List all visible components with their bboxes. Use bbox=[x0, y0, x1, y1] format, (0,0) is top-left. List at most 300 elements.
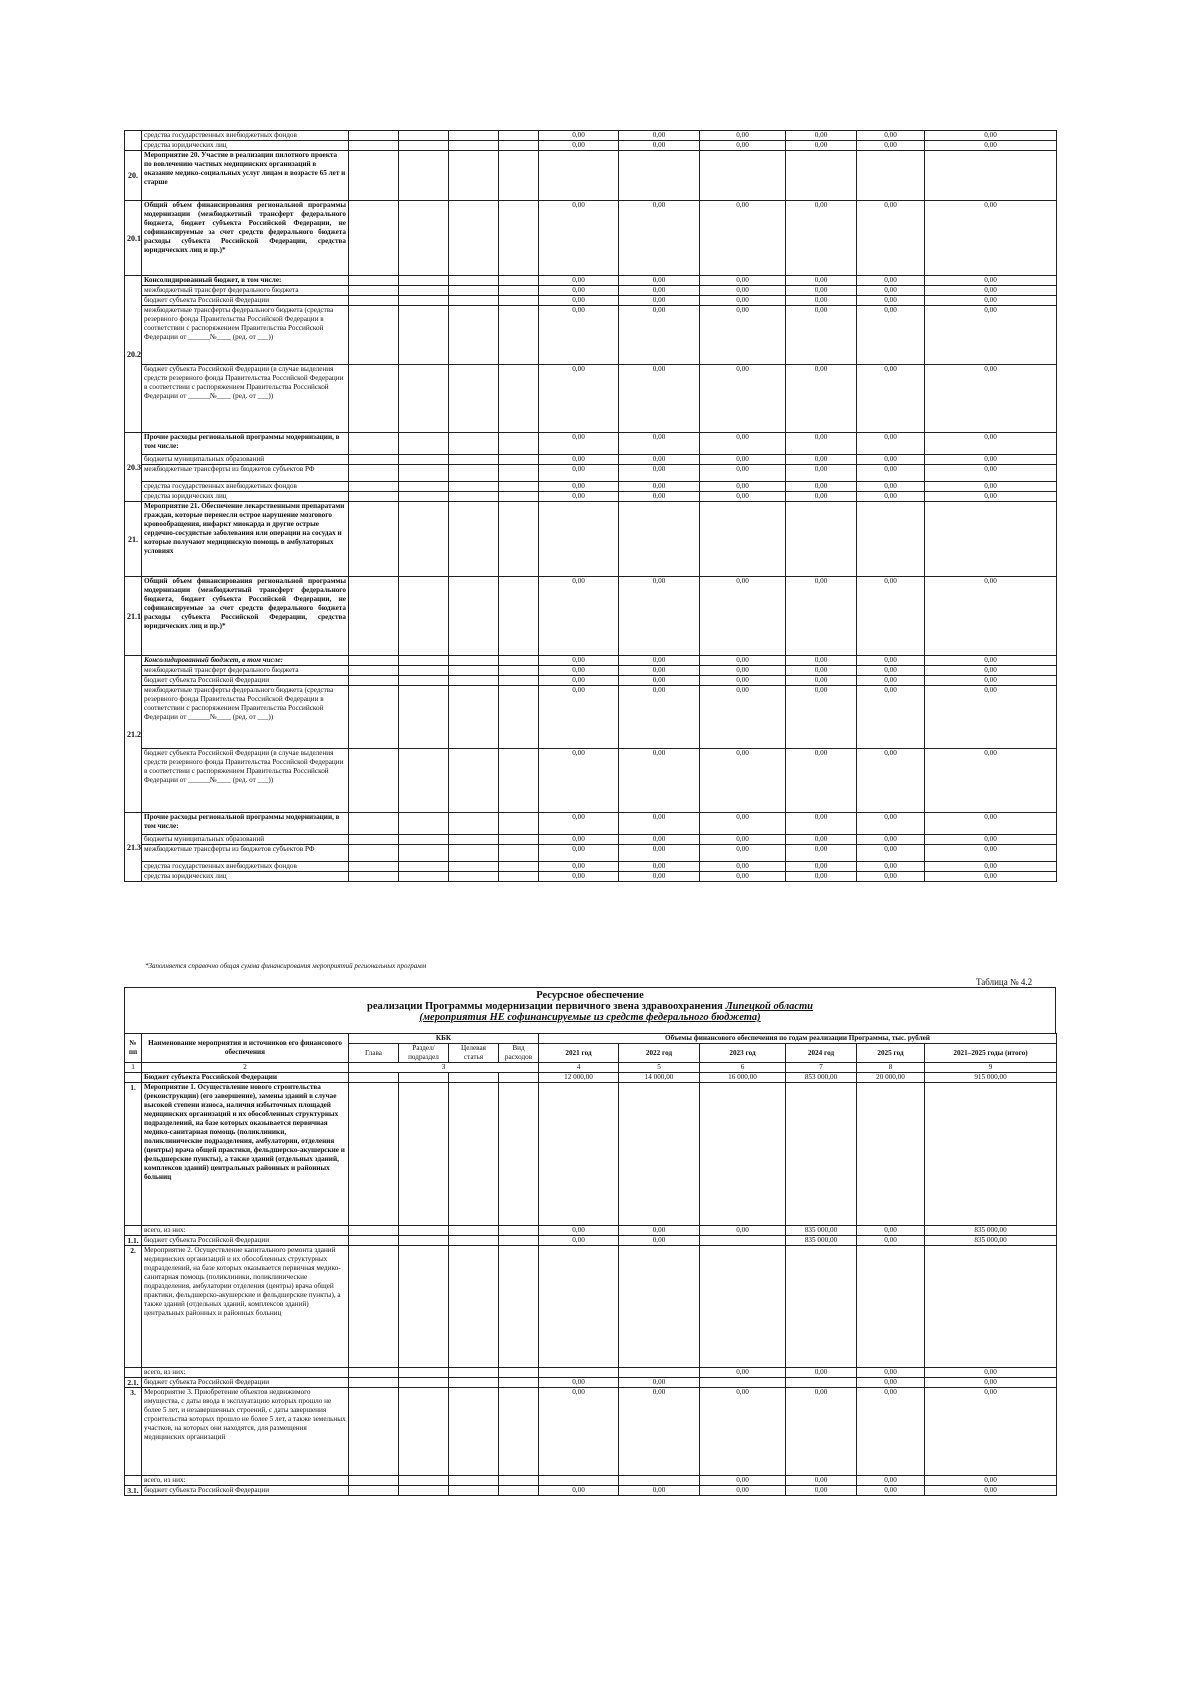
value-cell: 0,00 bbox=[786, 433, 857, 455]
table-row bbox=[125, 502, 1057, 577]
kbk-cell bbox=[399, 1236, 449, 1246]
value-cell: 0,00 bbox=[539, 433, 619, 455]
kbk-cell bbox=[449, 845, 499, 862]
value-cell: 0,00 bbox=[539, 455, 619, 465]
value-cell bbox=[925, 1083, 1057, 1226]
kbk-cell bbox=[449, 872, 499, 882]
kbk-cell bbox=[399, 1476, 449, 1486]
colnum: 8 bbox=[857, 1063, 925, 1073]
value-cell: 0,00 bbox=[857, 1476, 925, 1486]
row-number: 20.1 bbox=[125, 201, 142, 276]
row-label: всего, из них: bbox=[142, 1226, 349, 1236]
kbk-cell bbox=[449, 813, 499, 835]
kbk-cell bbox=[449, 433, 499, 455]
value-cell: 0,00 bbox=[925, 365, 1057, 433]
value-cell: 0,00 bbox=[619, 845, 700, 862]
kbk-cell bbox=[449, 131, 499, 141]
kbk-cell bbox=[499, 686, 539, 749]
table-row bbox=[125, 1073, 1057, 1083]
row-label: всего, из них: bbox=[142, 1368, 349, 1378]
table-number: Таблица № 4.2 bbox=[976, 977, 1033, 987]
value-cell: 0,00 bbox=[619, 131, 700, 141]
kbk-cell bbox=[449, 656, 499, 666]
kbk-cell bbox=[399, 151, 449, 201]
kbk-cell bbox=[499, 872, 539, 882]
kbk-cell bbox=[449, 1073, 499, 1083]
value-cell: 0,00 bbox=[857, 577, 925, 656]
value-cell: 0,00 bbox=[700, 1486, 786, 1496]
value-cell: 0,00 bbox=[619, 141, 700, 151]
value-cell bbox=[786, 1246, 857, 1368]
value-cell: 0,00 bbox=[857, 686, 925, 749]
table-row bbox=[125, 813, 1057, 835]
title-line-2-text: реализации Программы модернизации первичного звена здравоохранения bbox=[366, 1001, 726, 1012]
header-razdel: Раздел/ подраздел bbox=[399, 1044, 449, 1063]
value-cell bbox=[857, 151, 925, 201]
kbk-cell bbox=[399, 749, 449, 813]
value-cell: 0,00 bbox=[700, 749, 786, 813]
value-cell: 0,00 bbox=[539, 862, 619, 872]
table-row bbox=[125, 1476, 1057, 1486]
kbk-cell bbox=[499, 862, 539, 872]
row-label: бюджет субъекта Российской Федерации (в случае выделения средств резервного фонда Правительства Российской Федерации в соответствии с распоряжением Правительства Российской Федерации от ______№____ (ред. от ___)) bbox=[142, 749, 349, 813]
kbk-cell bbox=[449, 1236, 499, 1246]
value-cell bbox=[925, 151, 1057, 201]
colnum: 6 bbox=[700, 1063, 786, 1073]
value-cell: 0,00 bbox=[925, 141, 1057, 151]
value-cell: 0,00 bbox=[925, 1368, 1057, 1378]
value-cell: 0,00 bbox=[786, 577, 857, 656]
row-number: 21.3 bbox=[125, 813, 142, 882]
kbk-cell bbox=[399, 131, 449, 141]
kbk-cell bbox=[349, 1486, 399, 1496]
row-label: Общий объем финансирования региональной программы модернизации (межбюджетный трансферт федерального бюджета, бюджет субъекта Российской Федерации, не софинансируемые за счет средств федерального бюджета расходы субъекта Российской Федерации, средства юридических лиц и пр.)* bbox=[142, 577, 349, 656]
table-row bbox=[125, 455, 1057, 465]
value-cell: 0,00 bbox=[857, 286, 925, 296]
kbk-cell bbox=[499, 433, 539, 455]
value-cell: 0,00 bbox=[925, 492, 1057, 502]
kbk-cell bbox=[499, 813, 539, 835]
value-cell: 0,00 bbox=[786, 465, 857, 482]
value-cell bbox=[700, 1246, 786, 1368]
value-cell: 0,00 bbox=[700, 482, 786, 492]
kbk-cell bbox=[449, 577, 499, 656]
funding-table-continuation bbox=[124, 130, 1057, 882]
kbk-cell bbox=[399, 141, 449, 151]
value-cell: 0,00 bbox=[539, 482, 619, 492]
kbk-cell bbox=[349, 365, 399, 433]
value-cell: 0,00 bbox=[857, 656, 925, 666]
row-label: Мероприятие 3. Приобретение объектов недвижимого имущества, с даты ввода в эксплуатацию которых прошло не более 5 лет, и незавершенных строений, с даты завершения строительства которых прошло не более 5 лет, а также земельных участков, на которых они находятся, для размещения медицинских организаций bbox=[142, 1388, 349, 1476]
value-cell: 0,00 bbox=[619, 872, 700, 882]
value-cell: 0,00 bbox=[857, 835, 925, 845]
table-row bbox=[125, 872, 1057, 882]
row-label: средства государственных внебюджетных фондов bbox=[142, 862, 349, 872]
value-cell: 0,00 bbox=[925, 1476, 1057, 1486]
value-cell: 0,00 bbox=[925, 686, 1057, 749]
table-row bbox=[125, 1083, 1057, 1226]
kbk-cell bbox=[499, 1476, 539, 1486]
row-number bbox=[125, 1476, 142, 1486]
value-cell bbox=[700, 151, 786, 201]
kbk-cell bbox=[349, 131, 399, 141]
value-cell: 0,00 bbox=[539, 1378, 619, 1388]
kbk-cell bbox=[399, 656, 449, 666]
value-cell: 0,00 bbox=[700, 656, 786, 666]
kbk-cell bbox=[449, 306, 499, 365]
value-cell bbox=[925, 1246, 1057, 1368]
value-cell: 0,00 bbox=[857, 365, 925, 433]
row-label: Прочие расходы региональной программы модернизации, в том числе: bbox=[142, 813, 349, 835]
kbk-cell bbox=[449, 862, 499, 872]
kbk-cell bbox=[349, 686, 399, 749]
table-row bbox=[125, 465, 1057, 482]
value-cell bbox=[857, 1083, 925, 1226]
table-row bbox=[125, 666, 1057, 676]
kbk-cell bbox=[449, 749, 499, 813]
value-cell: 0,00 bbox=[857, 201, 925, 276]
value-cell: 0,00 bbox=[700, 1368, 786, 1378]
value-cell: 0,00 bbox=[925, 835, 1057, 845]
kbk-cell bbox=[449, 686, 499, 749]
row-label: межбюджетные трансферты федерального бюджета (средства резервного фонда Правительства Российской Федерации в соответствии с распоряжением Правительства Российской Федерации от ______№____ (ред. от ___)) bbox=[142, 686, 349, 749]
colnum: 7 bbox=[786, 1063, 857, 1073]
kbk-cell bbox=[449, 151, 499, 201]
kbk-cell bbox=[399, 492, 449, 502]
value-cell: 0,00 bbox=[539, 676, 619, 686]
value-cell: 0,00 bbox=[786, 686, 857, 749]
kbk-cell bbox=[499, 482, 539, 492]
value-cell: 0,00 bbox=[700, 455, 786, 465]
value-cell: 0,00 bbox=[539, 835, 619, 845]
row-label: бюджеты муниципальных образований bbox=[142, 835, 349, 845]
value-cell: 0,00 bbox=[619, 1388, 700, 1476]
value-cell: 0,00 bbox=[700, 686, 786, 749]
value-cell: 0,00 bbox=[539, 365, 619, 433]
kbk-cell bbox=[449, 296, 499, 306]
value-cell: 0,00 bbox=[619, 749, 700, 813]
value-cell: 0,00 bbox=[700, 492, 786, 502]
kbk-cell bbox=[399, 835, 449, 845]
header-total: 2021–2025 годы (итого) bbox=[925, 1044, 1057, 1063]
kbk-cell bbox=[349, 201, 399, 276]
kbk-cell bbox=[399, 1368, 449, 1378]
kbk-cell bbox=[499, 656, 539, 666]
row-label: бюджеты муниципальных образований bbox=[142, 455, 349, 465]
row-label: Мероприятие 20. Участие в реализации пилотного проекта по вовлечению частных медицинских организаций в оказание медико-социальных услуг лицам в возрасте 65 лет и старше bbox=[142, 151, 349, 201]
value-cell bbox=[786, 502, 857, 577]
value-cell: 0,00 bbox=[539, 813, 619, 835]
colnum: 3 bbox=[349, 1063, 539, 1073]
kbk-cell bbox=[349, 1083, 399, 1226]
value-cell: 0,00 bbox=[925, 276, 1057, 286]
value-cell: 0,00 bbox=[539, 306, 619, 365]
kbk-cell bbox=[349, 141, 399, 151]
colnum: 1 bbox=[125, 1063, 142, 1073]
kbk-cell bbox=[399, 455, 449, 465]
kbk-cell bbox=[349, 455, 399, 465]
table-row bbox=[125, 131, 1057, 141]
kbk-cell bbox=[499, 306, 539, 365]
value-cell: 835 000,00 bbox=[786, 1226, 857, 1236]
value-cell: 0,00 bbox=[857, 1226, 925, 1236]
table-row bbox=[125, 1486, 1057, 1496]
kbk-cell bbox=[449, 455, 499, 465]
value-cell bbox=[857, 502, 925, 577]
value-cell: 0,00 bbox=[925, 862, 1057, 872]
value-cell: 0,00 bbox=[786, 455, 857, 465]
kbk-cell bbox=[349, 1073, 399, 1083]
kbk-cell bbox=[499, 1486, 539, 1496]
table-row bbox=[125, 151, 1057, 201]
value-cell bbox=[786, 1083, 857, 1226]
value-cell: 0,00 bbox=[539, 286, 619, 296]
value-cell: 0,00 bbox=[539, 1486, 619, 1496]
kbk-cell bbox=[399, 465, 449, 482]
header-2024: 2024 год bbox=[786, 1044, 857, 1063]
kbk-cell bbox=[499, 286, 539, 296]
kbk-cell bbox=[399, 1226, 449, 1236]
table-row bbox=[125, 1226, 1057, 1236]
value-cell: 0,00 bbox=[857, 872, 925, 882]
value-cell: 0,00 bbox=[925, 656, 1057, 666]
kbk-cell bbox=[349, 276, 399, 286]
row-number: 20. bbox=[125, 151, 142, 201]
kbk-cell bbox=[349, 577, 399, 656]
kbk-cell bbox=[449, 1368, 499, 1378]
value-cell: 0,00 bbox=[700, 296, 786, 306]
value-cell: 0,00 bbox=[539, 492, 619, 502]
value-cell: 0,00 bbox=[700, 201, 786, 276]
kbk-cell bbox=[349, 1236, 399, 1246]
row-label: средства юридических лиц bbox=[142, 492, 349, 502]
table-row bbox=[125, 656, 1057, 666]
value-cell: 0,00 bbox=[925, 201, 1057, 276]
kbk-cell bbox=[449, 835, 499, 845]
row-label: Мероприятие 21. Обеспечение лекарственными препаратами граждан, которые перенесли острое нарушение мозгового кровообращения, инфаркт миокарда и другие острые сердечно-сосудистые заболевания или операции на сосудах и которые получают медицинскую помощь в амбулаторных условиях bbox=[142, 502, 349, 577]
value-cell: 0,00 bbox=[925, 1388, 1057, 1476]
kbk-cell bbox=[349, 1246, 399, 1368]
kbk-cell bbox=[499, 835, 539, 845]
value-cell: 0,00 bbox=[925, 482, 1057, 492]
title-line-2 bbox=[125, 1001, 1055, 1012]
header-no: № пп bbox=[125, 1034, 142, 1063]
header-celevaya: Целевая статья bbox=[449, 1044, 499, 1063]
kbk-cell bbox=[449, 201, 499, 276]
kbk-cell bbox=[499, 296, 539, 306]
row-label: межбюджетные трансферты из бюджетов субъектов РФ bbox=[142, 465, 349, 482]
value-cell: 0,00 bbox=[857, 482, 925, 492]
kbk-cell bbox=[399, 676, 449, 686]
value-cell: 0,00 bbox=[857, 296, 925, 306]
kbk-cell bbox=[349, 286, 399, 296]
value-cell: 0,00 bbox=[619, 1378, 700, 1388]
kbk-cell bbox=[399, 577, 449, 656]
kbk-cell bbox=[449, 1378, 499, 1388]
value-cell: 0,00 bbox=[700, 577, 786, 656]
table-row bbox=[125, 306, 1057, 365]
value-cell: 0,00 bbox=[619, 276, 700, 286]
value-cell bbox=[539, 502, 619, 577]
value-cell: 0,00 bbox=[786, 656, 857, 666]
value-cell: 0,00 bbox=[925, 577, 1057, 656]
value-cell: 0,00 bbox=[619, 306, 700, 365]
value-cell: 0,00 bbox=[539, 656, 619, 666]
kbk-cell bbox=[349, 676, 399, 686]
value-cell: 0,00 bbox=[700, 835, 786, 845]
kbk-cell bbox=[349, 296, 399, 306]
table-row bbox=[125, 835, 1057, 845]
kbk-cell bbox=[449, 286, 499, 296]
value-cell bbox=[619, 1476, 700, 1486]
header-2022: 2022 год bbox=[619, 1044, 700, 1063]
kbk-cell bbox=[399, 862, 449, 872]
value-cell: 0,00 bbox=[786, 492, 857, 502]
value-cell: 0,00 bbox=[786, 1368, 857, 1378]
kbk-cell bbox=[449, 482, 499, 492]
kbk-cell bbox=[499, 1378, 539, 1388]
table-row bbox=[125, 492, 1057, 502]
value-cell: 0,00 bbox=[857, 306, 925, 365]
value-cell: 0,00 bbox=[786, 862, 857, 872]
kbk-cell bbox=[499, 666, 539, 676]
value-cell: 0,00 bbox=[925, 131, 1057, 141]
value-cell: 0,00 bbox=[857, 1378, 925, 1388]
value-cell: 0,00 bbox=[700, 1476, 786, 1486]
value-cell: 0,00 bbox=[700, 862, 786, 872]
table-row bbox=[125, 141, 1057, 151]
row-label: всего, из них: bbox=[142, 1476, 349, 1486]
row-label: Прочие расходы региональной программы модернизации, в том числе: bbox=[142, 433, 349, 455]
value-cell bbox=[619, 1368, 700, 1378]
kbk-cell bbox=[349, 433, 399, 455]
kbk-cell bbox=[349, 465, 399, 482]
value-cell: 835 000,00 bbox=[786, 1236, 857, 1246]
value-cell: 853 000,00 bbox=[786, 1073, 857, 1083]
value-cell bbox=[619, 502, 700, 577]
value-cell: 0,00 bbox=[700, 813, 786, 835]
value-cell: 0,00 bbox=[619, 455, 700, 465]
title-region: Липецкой области bbox=[725, 1001, 814, 1012]
kbk-cell bbox=[349, 656, 399, 666]
table-row bbox=[125, 845, 1057, 862]
value-cell: 0,00 bbox=[786, 131, 857, 141]
kbk-cell bbox=[349, 872, 399, 882]
kbk-cell bbox=[349, 151, 399, 201]
value-cell: 0,00 bbox=[786, 141, 857, 151]
row-number: 1.1. bbox=[125, 1236, 142, 1246]
value-cell: 0,00 bbox=[619, 686, 700, 749]
kbk-cell bbox=[399, 813, 449, 835]
value-cell bbox=[539, 151, 619, 201]
kbk-cell bbox=[349, 1378, 399, 1388]
kbk-cell bbox=[499, 1083, 539, 1226]
row-label: средства государственных внебюджетных фондов bbox=[142, 131, 349, 141]
kbk-cell bbox=[449, 276, 499, 286]
kbk-cell bbox=[449, 1226, 499, 1236]
kbk-cell bbox=[499, 749, 539, 813]
kbk-cell bbox=[499, 276, 539, 286]
value-cell: 0,00 bbox=[925, 1486, 1057, 1496]
kbk-cell bbox=[399, 1388, 449, 1476]
row-label: бюджет субъекта Российской Федерации bbox=[142, 676, 349, 686]
value-cell: 0,00 bbox=[700, 1226, 786, 1236]
row-number: 3. bbox=[125, 1388, 142, 1476]
value-cell: 0,00 bbox=[619, 666, 700, 676]
table-row bbox=[125, 676, 1057, 686]
row-label: бюджет субъекта Российской Федерации bbox=[142, 1486, 349, 1496]
row-label: средства юридических лиц bbox=[142, 872, 349, 882]
kbk-cell bbox=[499, 1246, 539, 1368]
value-cell bbox=[539, 1476, 619, 1486]
value-cell bbox=[700, 1236, 786, 1246]
kbk-cell bbox=[349, 1368, 399, 1378]
value-cell: 0,00 bbox=[925, 1378, 1057, 1388]
value-cell: 0,00 bbox=[857, 433, 925, 455]
value-cell: 0,00 bbox=[700, 465, 786, 482]
value-cell: 0,00 bbox=[619, 482, 700, 492]
value-cell: 0,00 bbox=[786, 872, 857, 882]
value-cell: 0,00 bbox=[700, 1388, 786, 1476]
value-cell: 0,00 bbox=[857, 749, 925, 813]
value-cell: 0,00 bbox=[539, 1226, 619, 1236]
value-cell bbox=[619, 1246, 700, 1368]
row-label: средства юридических лиц bbox=[142, 141, 349, 151]
kbk-cell bbox=[499, 1368, 539, 1378]
kbk-cell bbox=[399, 306, 449, 365]
value-cell: 0,00 bbox=[619, 1226, 700, 1236]
value-cell bbox=[786, 1378, 857, 1388]
kbk-cell bbox=[499, 141, 539, 151]
table-row bbox=[125, 1388, 1057, 1476]
value-cell: 0,00 bbox=[539, 872, 619, 882]
kbk-cell bbox=[399, 365, 449, 433]
value-cell: 16 000,00 bbox=[700, 1073, 786, 1083]
value-cell: 0,00 bbox=[786, 276, 857, 286]
table-row bbox=[125, 276, 1057, 286]
value-cell: 0,00 bbox=[619, 656, 700, 666]
row-number: 1. bbox=[125, 1083, 142, 1226]
row-number bbox=[125, 1073, 142, 1083]
kbk-cell bbox=[449, 492, 499, 502]
value-cell: 0,00 bbox=[539, 276, 619, 286]
value-cell: 0,00 bbox=[619, 1486, 700, 1496]
value-cell: 0,00 bbox=[857, 813, 925, 835]
value-cell: 0,00 bbox=[700, 666, 786, 676]
value-cell bbox=[539, 1246, 619, 1368]
kbk-cell bbox=[499, 201, 539, 276]
value-cell: 0,00 bbox=[786, 845, 857, 862]
row-label: бюджет субъекта Российской Федерации bbox=[142, 296, 349, 306]
kbk-cell bbox=[399, 502, 449, 577]
value-cell: 0,00 bbox=[700, 286, 786, 296]
table-row bbox=[125, 286, 1057, 296]
value-cell bbox=[700, 1378, 786, 1388]
table-row bbox=[125, 686, 1057, 749]
value-cell: 0,00 bbox=[619, 286, 700, 296]
row-label: Консолидированный бюджет, в том числе: bbox=[142, 276, 349, 286]
kbk-cell bbox=[449, 1476, 499, 1486]
value-cell: 0,00 bbox=[925, 465, 1057, 482]
table-row bbox=[125, 1368, 1057, 1378]
value-cell: 20 000,00 bbox=[857, 1073, 925, 1083]
value-cell: 0,00 bbox=[700, 433, 786, 455]
value-cell: 0,00 bbox=[539, 845, 619, 862]
value-cell: 915 000,00 bbox=[925, 1073, 1057, 1083]
value-cell bbox=[619, 151, 700, 201]
kbk-cell bbox=[399, 666, 449, 676]
kbk-cell bbox=[449, 1083, 499, 1226]
